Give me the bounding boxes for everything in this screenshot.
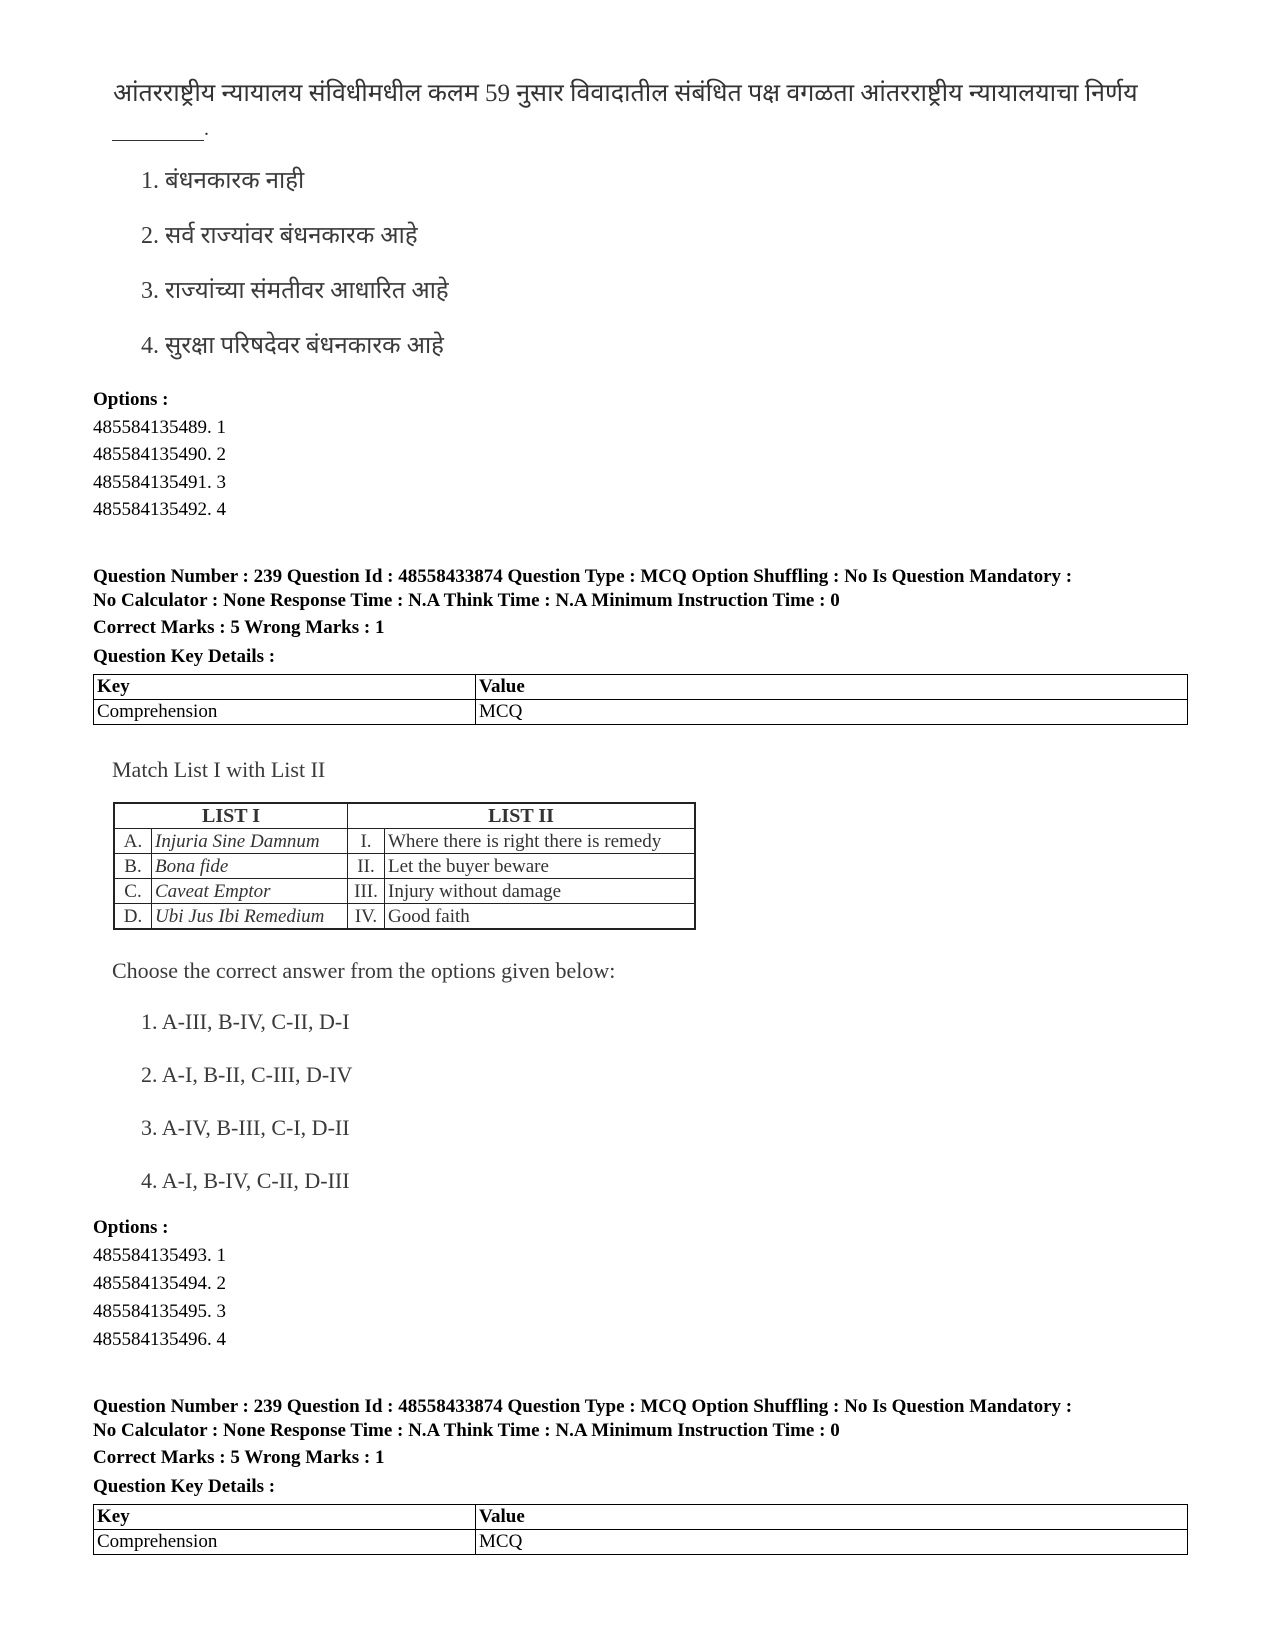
- list-1-header: LIST I: [114, 803, 348, 829]
- match-list-table: [113, 802, 696, 930]
- option-id-3: 485584135491. 3: [93, 472, 226, 493]
- table-head-value: Value: [476, 1505, 1188, 1530]
- question-marks: Correct Marks : 5 Wrong Marks : 1: [93, 1447, 385, 1468]
- question-1-choice-1: 1. बंधनकारक नाही: [141, 168, 305, 194]
- question-key-details: Question Key Details :: [93, 646, 276, 667]
- blank-line: [112, 126, 204, 141]
- table-cell-key: Comprehension: [94, 1530, 476, 1555]
- list-1-item: Ubi Jus Ibi Remedium: [152, 904, 348, 930]
- list-2-numeral: I.: [348, 829, 385, 854]
- table-cell-key: Comprehension: [94, 700, 476, 725]
- list-1-letter: B.: [114, 854, 152, 879]
- question-1-choice-4: 4. सुरक्षा परिषदेवर बंधनकारक आहे: [141, 333, 444, 359]
- match-list-title: Match List I with List II: [112, 757, 326, 782]
- option-id-1: 485584135489. 1: [93, 417, 226, 438]
- question-2-choice-4: 4. A-I, B-IV, C-II, D-III: [141, 1168, 350, 1193]
- blank-suffix: .: [204, 118, 209, 140]
- question-meta-line-1: Question Number : 239 Question Id : 48558433874 Question Type : MCQ Option Shuffling : No Is Question Mandatory :: [93, 566, 1073, 587]
- list-header-row: [114, 803, 695, 829]
- option-id-3: 485584135495. 3: [93, 1301, 226, 1322]
- list-row: [114, 829, 695, 854]
- question-marks: Correct Marks : 5 Wrong Marks : 1: [93, 617, 385, 638]
- question-2-choice-3: 3. A-IV, B-III, C-I, D-II: [141, 1115, 350, 1140]
- list-1-letter: D.: [114, 904, 152, 930]
- list-1-letter: C.: [114, 879, 152, 904]
- table-row: [94, 1530, 1188, 1555]
- option-id-4: 485584135496. 4: [93, 1329, 226, 1350]
- table-header-row: [94, 1505, 1188, 1530]
- table-head-value: Value: [476, 675, 1188, 700]
- list-2-header: LIST II: [348, 803, 696, 829]
- question-1-choice-3: 3. राज्यांच्या संमतीवर आधारित आहे: [141, 278, 449, 304]
- table-head-key: Key: [94, 1505, 476, 1530]
- list-1-item: Caveat Emptor: [152, 879, 348, 904]
- option-id-1: 485584135493. 1: [93, 1245, 226, 1266]
- question-1-blank: [112, 118, 292, 140]
- list-row: [114, 879, 695, 904]
- options-heading: Options :: [93, 389, 169, 410]
- option-id-4: 485584135492. 4: [93, 499, 226, 520]
- question-2-choice-1: 1. A-III, B-IV, C-II, D-I: [141, 1009, 350, 1034]
- table-row: [94, 700, 1188, 725]
- list-1-item: Bona fide: [152, 854, 348, 879]
- question-1-choice-2: 2. सर्व राज्यांवर बंधनकारक आहे: [141, 223, 418, 249]
- list-row: [114, 904, 695, 930]
- list-1-letter: A.: [114, 829, 152, 854]
- table-cell-value: MCQ: [476, 1530, 1188, 1555]
- question-meta: [93, 1395, 1203, 1443]
- list-2-item: Where there is right there is remedy: [385, 829, 696, 854]
- list-row: [114, 854, 695, 879]
- list-2-item: Good faith: [385, 904, 696, 930]
- list-2-numeral: II.: [348, 854, 385, 879]
- question-meta-line-2: No Calculator : None Response Time : N.A Think Time : N.A Minimum Instruction Time : 0: [93, 590, 840, 611]
- option-id-2: 485584135494. 2: [93, 1273, 226, 1294]
- question-meta-line-1: Question Number : 239 Question Id : 48558433874 Question Type : MCQ Option Shuffling : No Is Question Mandatory :: [93, 1396, 1073, 1417]
- question-meta-line-2: No Calculator : None Response Time : N.A Think Time : N.A Minimum Instruction Time : 0: [93, 1420, 840, 1441]
- choose-instruction: Choose the correct answer from the options given below:: [112, 958, 616, 983]
- question-2-choice-2: 2. A-I, B-II, C-III, D-IV: [141, 1062, 353, 1087]
- table-head-key: Key: [94, 675, 476, 700]
- key-value-table: [93, 674, 1188, 725]
- key-value-table: [93, 1504, 1188, 1555]
- question-1-text: आंतरराष्ट्रीय न्यायालय संविधीमधील कलम 59 नुसार विवादातील संबंधित पक्ष वगळता आंतरराष्ट्रीय न्यायालयाचा निर्णय: [113, 80, 1138, 107]
- list-2-item: Let the buyer beware: [385, 854, 696, 879]
- list-2-numeral: IV.: [348, 904, 385, 930]
- question-meta: [93, 565, 1203, 613]
- list-2-item: Injury without damage: [385, 879, 696, 904]
- list-2-numeral: III.: [348, 879, 385, 904]
- options-heading: Options :: [93, 1217, 169, 1238]
- table-header-row: [94, 675, 1188, 700]
- list-1-item: Injuria Sine Damnum: [152, 829, 348, 854]
- question-key-details: Question Key Details :: [93, 1476, 276, 1497]
- option-id-2: 485584135490. 2: [93, 444, 226, 465]
- table-cell-value: MCQ: [476, 700, 1188, 725]
